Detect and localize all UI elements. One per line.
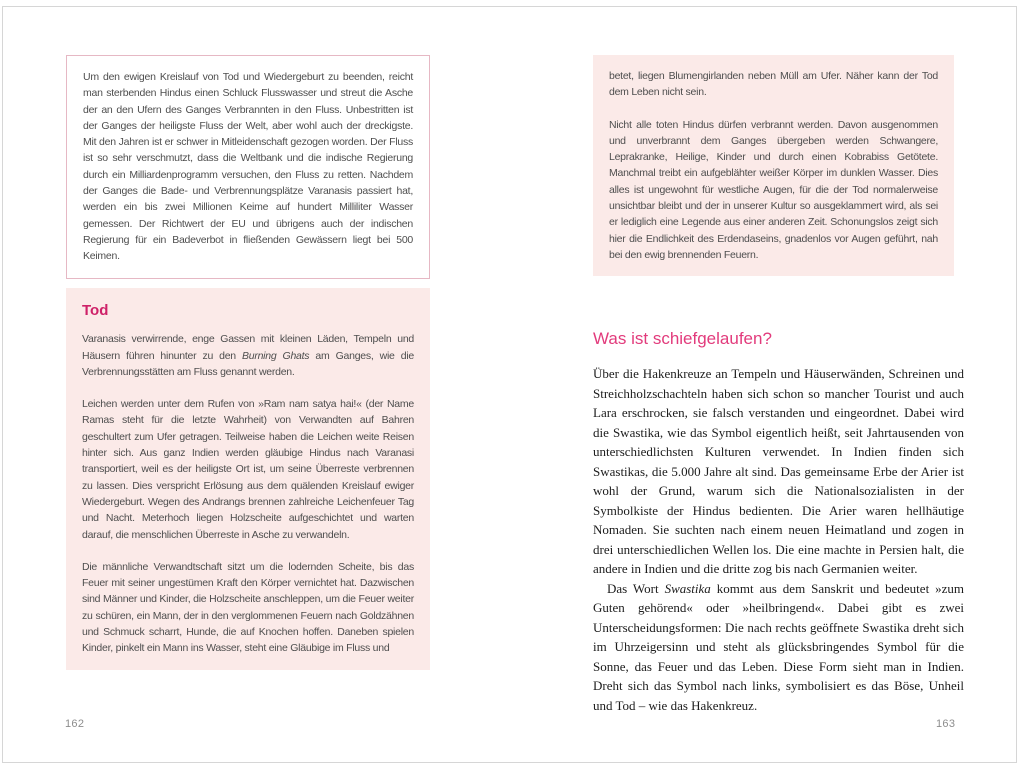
tod-paragraph-2: Leichen werden unter dem Rufen von »Ram nam satya hai!« (der Name Ramas steht für die letzte Wahrheit) von Verwandten auf Bahren geschultert zum Ufer getragen. Teilweise haben die Leichen weite Reisen hinter sich. Aus ganz Indien werden gläubige Hindus nach Varanasi transportiert, weil es der heiligste Ort ist, um seine Überreste verbrennen zu lassen. Dies verspricht Erlösung aus dem quälenden Kreislauf ewiger Wiedergeburt. Wegen des Andrangs brennen zahlreiche Leichenfeuer Tag und Nacht. Meterhoch liegen Holzscheite aufgeschichtet und warten darauf, die menschlichen Überreste in Asche zu verwandeln.: [82, 398, 414, 541]
info-box-verbrennung-paragraph-2: Nicht alle toten Hindus dürfen verbrannt werden. Davon ausgenommen und unverbrannt dem Ganges übergeben werden Schwangere, Leprakranke, Heilige, Kinder und durch einen Kobrabiss Getötete. Manchmal treibt ein aufgeblähter weißer Körper im dunklen Wasser. Dies alles ist ungewohnt für westliche Augen, für die der Tod normalerweise unsichtbar bleibt und der in unserer Kultur so ausgeklammert wird, als sei er lediglich eine Legende aus einer anderen Zeit. Schonungslos zeigt sich hier die Endlichkeit des Erdendaseins, gnadenlos vor Augen geführt, nah bei den ewig brennenden Feuern.: [609, 118, 938, 261]
page-number-right: 163: [936, 718, 956, 730]
body-paragraph-2-end: kommt aus dem Sanskrit und bedeutet »zum Guten gehörend« oder »heilbringend«. Dabei gibt es zwei Unterscheidungsformen: Die nach rechts geöffnete Swastika dreht sich im Uhrzeigersinn und steht als glücksbringendes Symbol für die Sonne, das Feuer und das Leben. Diese Form sieht man in Indien. Dreht sich das Symbol nach links, symbolisiert es das Böse, Unheil und Tod – wie das Hakenkreuz.: [593, 580, 965, 713]
tod-paragraph-1-italic-term: Burning Ghats: [242, 349, 310, 362]
body-paragraph-2: [593, 579, 964, 716]
tod-paragraph-3: Die männliche Verwandtschaft sitzt um die lodernden Scheite, bis das Feuer mit seiner ungestümen Kraft den Körper vernichtet hat. Dazwischen sind Männer und Kinder, die Holzscheite anschleppen, um die Feuer weiter zu schüren, ein Mann, der in den verglommenen Feuern nach Goldzähnen und Schmuck scharrt, Hunde, die auf Knochen hoffen. Daneben spielen Kinder, pinkelt ein Mann ins Wasser, steht eine Gläubige im Fluss und: [82, 560, 414, 655]
body-paragraph-2-start: Das Wort: [607, 580, 665, 596]
page-number-left: 162: [65, 718, 85, 730]
info-box-ganges: [66, 55, 430, 279]
info-box-ganges-text: Um den ewigen Kreislauf von Tod und Wiedergeburt zu beenden, reicht man sterbenden Hindus einen Schluck Flusswasser und streut die Asche der an den Ufern des Ganges Verbrannten in den Fluss. Unbestritten ist der Ganges der heiligste Fluss der Welt, aber wohl auch der dreckigste. Mit den Jahren ist er schwer in Mitleidenschaft gezogen worden. Der Fluss ist so sehr verschmutzt, dass die Weltbank und die indische Regierung durch ein Milliardenprogramm versuchen, den Fluss zu retten. Nachdem der Ganges die Bade- und Verbrennungsplätze Varanasis passiert hat, werden ein bis zwei Millionen Keime auf hundert Milliliter Wasser gemessen. Der Richtwert der EU und übrigens auch der indischen Regierung für ein Badeverbot in fließenden Gewässern liegt bei 500 Keimen.: [83, 71, 413, 263]
tod-paragraph-1: [82, 331, 414, 380]
tod-paragraph-1-end: am Ganges, wie die Verbrennungsstätten am Fluss genannt werden.: [82, 349, 414, 378]
tod-paragraph-1-start: Varanasis verwirrende, enge Gassen mit kleinen Läden, Tempeln und Häusern führen hinunter zu den: [82, 333, 414, 362]
section-body-text: [593, 364, 964, 715]
tod-section-heading: Tod: [82, 302, 109, 319]
tod-section-box: [66, 288, 430, 670]
body-paragraph-1: Über die Hakenkreuze an Tempeln und Häuserwänden, Schreinen und Streichholzschachteln haben sich schon so mancher Tourist und auch Lara erschrocken, sie falsch verstanden und eingeordnet. Dabei wird die Swastika, wie das Symbol eigentlich heißt, seit Jahrtausenden von unterschiedlichsten Kulturen verwendet. In Indien finden sich Swastikas, die 5.000 Jahre alt sind. Das gemeinsame Erbe der Arier ist wohl der Grund, warum sich die Nationalsozialisten in der Symbolkiste der Hindus bedienten. Die Arier waren hellhäutige Nomaden. Sie suchten nach einem neuen Heimatland und zogen in drei unterschiedlichen Wellen los. Die eine machte in Persien halt, die andere in Indien und die dritte zog bis nach Germanien weiter.: [593, 366, 964, 576]
info-box-verbrennung: [593, 55, 954, 276]
info-box-verbrennung-paragraph-1: betet, liegen Blumengirlanden neben Müll am Ufer. Näher kann der Tod dem Leben nicht sein.: [609, 70, 938, 99]
section-heading-schiefgelaufen: Was ist schiefgelaufen?: [593, 329, 772, 348]
body-paragraph-2-italic-term: Swastika: [664, 580, 711, 596]
